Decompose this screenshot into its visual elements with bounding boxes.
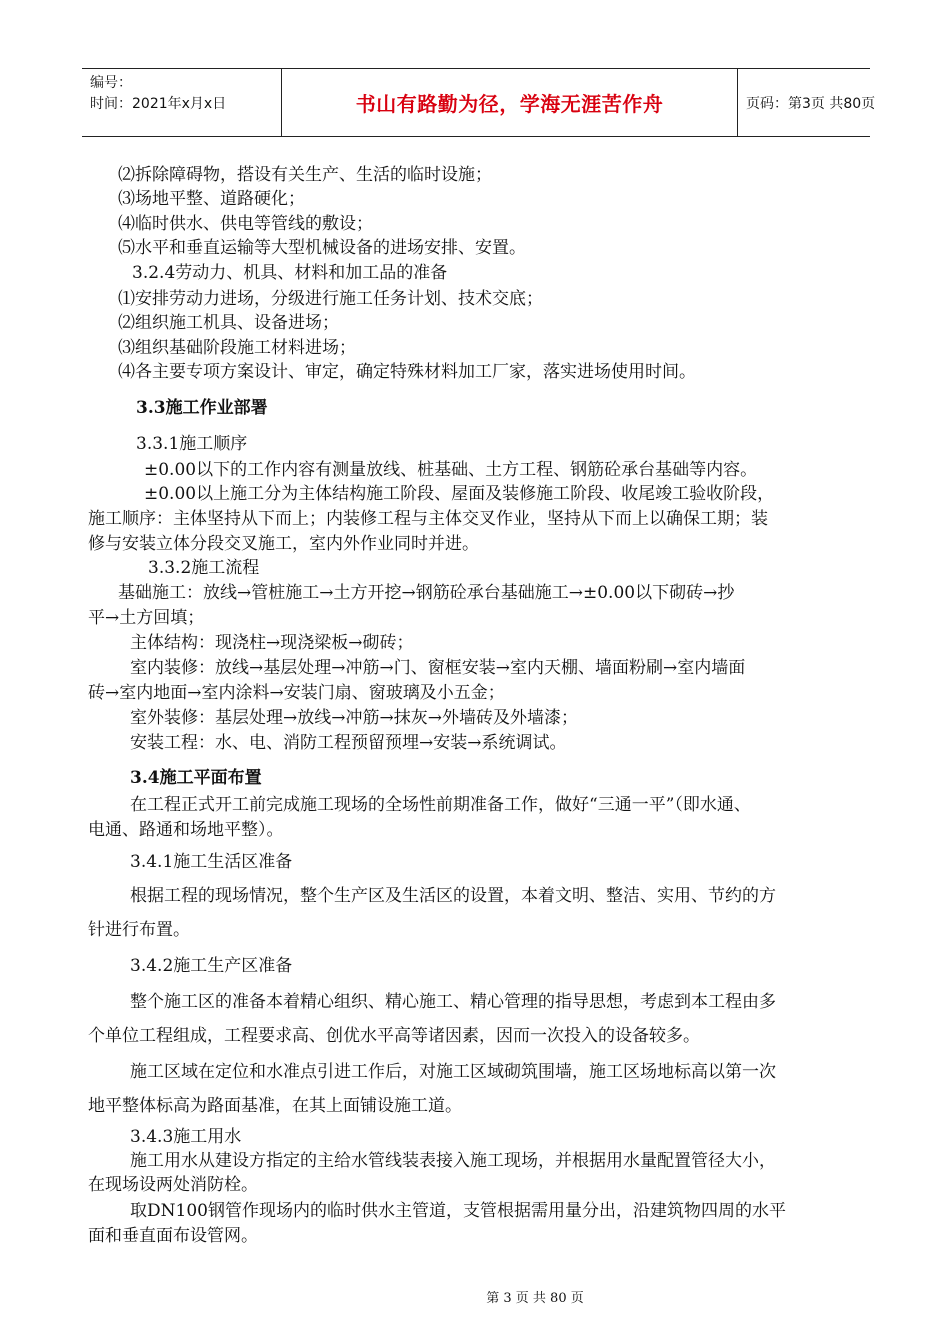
body-line: ⑶场地平整、道路硬化； (118, 189, 305, 209)
body-line: 室内装修：放线→基层处理→冲筋→门、窗框安装→室内天棚、墙面粉刷→室内墙面 (130, 658, 746, 678)
body-line: 施工区域在定位和水准点引进工作后，对施工区域砌筑围墙，施工区场地标高以第一次 (130, 1062, 776, 1082)
body-line: 修与安装立体分段交叉施工，室内外作业同时并进。 (88, 534, 479, 554)
subsection-heading: 3.2.4劳动力、机具、材料和加工品的准备 (132, 263, 448, 283)
body-line: 面和垂直面布设管网。 (88, 1226, 258, 1246)
body-line: ±0.00以上施工分为主体结构施工阶段、屋面及装修施工阶段、收尾竣工验收阶段， (144, 484, 775, 504)
page-footer: 第 3 页 共 80 页 (486, 1291, 584, 1306)
body-line: 主体结构：现浇柱→现浇梁板→砌砖； (130, 633, 414, 653)
body-line: ⑷各主要专项方案设计、审定，确定特殊材料加工厂家，落实进场使用时间。 (118, 362, 696, 382)
body-line: 室外装修：基层处理→放线→冲筋→抹灰→外墙砖及外墙漆； (130, 708, 578, 728)
body-line: ⑷临时供水、供电等管线的敷设； (118, 214, 373, 234)
subsection-heading: 3.3.2施工流程 (148, 558, 260, 578)
body-line: 安装工程：水、电、消防工程预留预埋→安装→系统调试。 (130, 733, 567, 753)
body-line: 整个施工区的准备本着精心组织、精心施工、精心管理的指导思想，考虑到本工程由多 (130, 992, 776, 1012)
header-meta-cell (82, 69, 282, 136)
subsection-heading: 3.4.2施工生产区准备 (130, 956, 293, 976)
body-line: 基础施工：放线→管桩施工→土方开挖→钢筋砼承台基础施工→±0.00以下砌砖→抄 (118, 583, 735, 603)
body-line: 根据工程的现场情况，整个生产区及生活区的设置，本着文明、整洁、实用、节约的方 (130, 886, 776, 906)
body-line: 砖→室内地面→室内涂料→安装门扇、窗玻璃及小五金； (88, 683, 505, 703)
header-motto: 书山有路勤为径，学海无涯苦作舟 (282, 69, 738, 136)
body-line: 针进行布置。 (88, 920, 190, 940)
header-page-info: 页码：第3页 共80页 (746, 95, 876, 112)
section-heading: 3.3施工作业部署 (136, 398, 268, 418)
body-line: 个单位工程组成，工程要求高、创优水平高等诸因素，因而一次投入的设备较多。 (88, 1026, 700, 1046)
body-line: 电通、路通和场地平整）。 (88, 820, 284, 840)
body-line: ⑸水平和垂直运输等大型机械设备的进场安排、安置。 (118, 238, 526, 258)
body-line: ⑵组织施工机具、设备进场； (118, 313, 339, 333)
body-line: 地平整体标高为路面基准，在其上面铺设施工道。 (88, 1096, 462, 1116)
body-line: 平→土方回填； (88, 608, 205, 628)
subsection-heading: 3.3.1施工顺序 (136, 434, 248, 454)
document-time-label: 时间：2021年x月x日 (90, 96, 227, 112)
body-line: 施工顺序：主体坚持从下而上；内装修工程与主体交叉作业，坚持从下而上以确保工期；装 (88, 509, 768, 529)
body-line: 在工程正式开工前完成施工现场的全场性前期准备工作，做好“三通一平”（即水通、 (130, 795, 751, 815)
body-line: ±0.00以下的工作内容有测量放线、桩基础、土方工程、钢筋砼承台基础等内容。 (144, 460, 758, 480)
body-line: ⑴安排劳动力进场，分级进行施工任务计划、技术交底； (118, 289, 543, 309)
document-number-label: 编号： (90, 75, 132, 91)
body-line: 施工用水从建设方指定的主给水管线装表接入施工现场，并根据用水量配置管径大小， (130, 1151, 776, 1171)
subsection-heading: 3.4.1施工生活区准备 (130, 852, 293, 872)
subsection-heading: 3.4.3施工用水 (130, 1127, 242, 1147)
body-line: 在现场设两处消防栓。 (88, 1175, 258, 1195)
body-line: 取DN100钢管作现场内的临时供水主管道，支管根据需用量分出，沿建筑物四周的水平 (130, 1201, 786, 1221)
body-line: ⑵拆除障碍物，搭设有关生产、生活的临时设施； (118, 165, 492, 185)
page-header (82, 68, 876, 137)
body-line: ⑶组织基础阶段施工材料进场； (118, 338, 356, 358)
section-heading: 3.4施工平面布置 (130, 768, 262, 788)
